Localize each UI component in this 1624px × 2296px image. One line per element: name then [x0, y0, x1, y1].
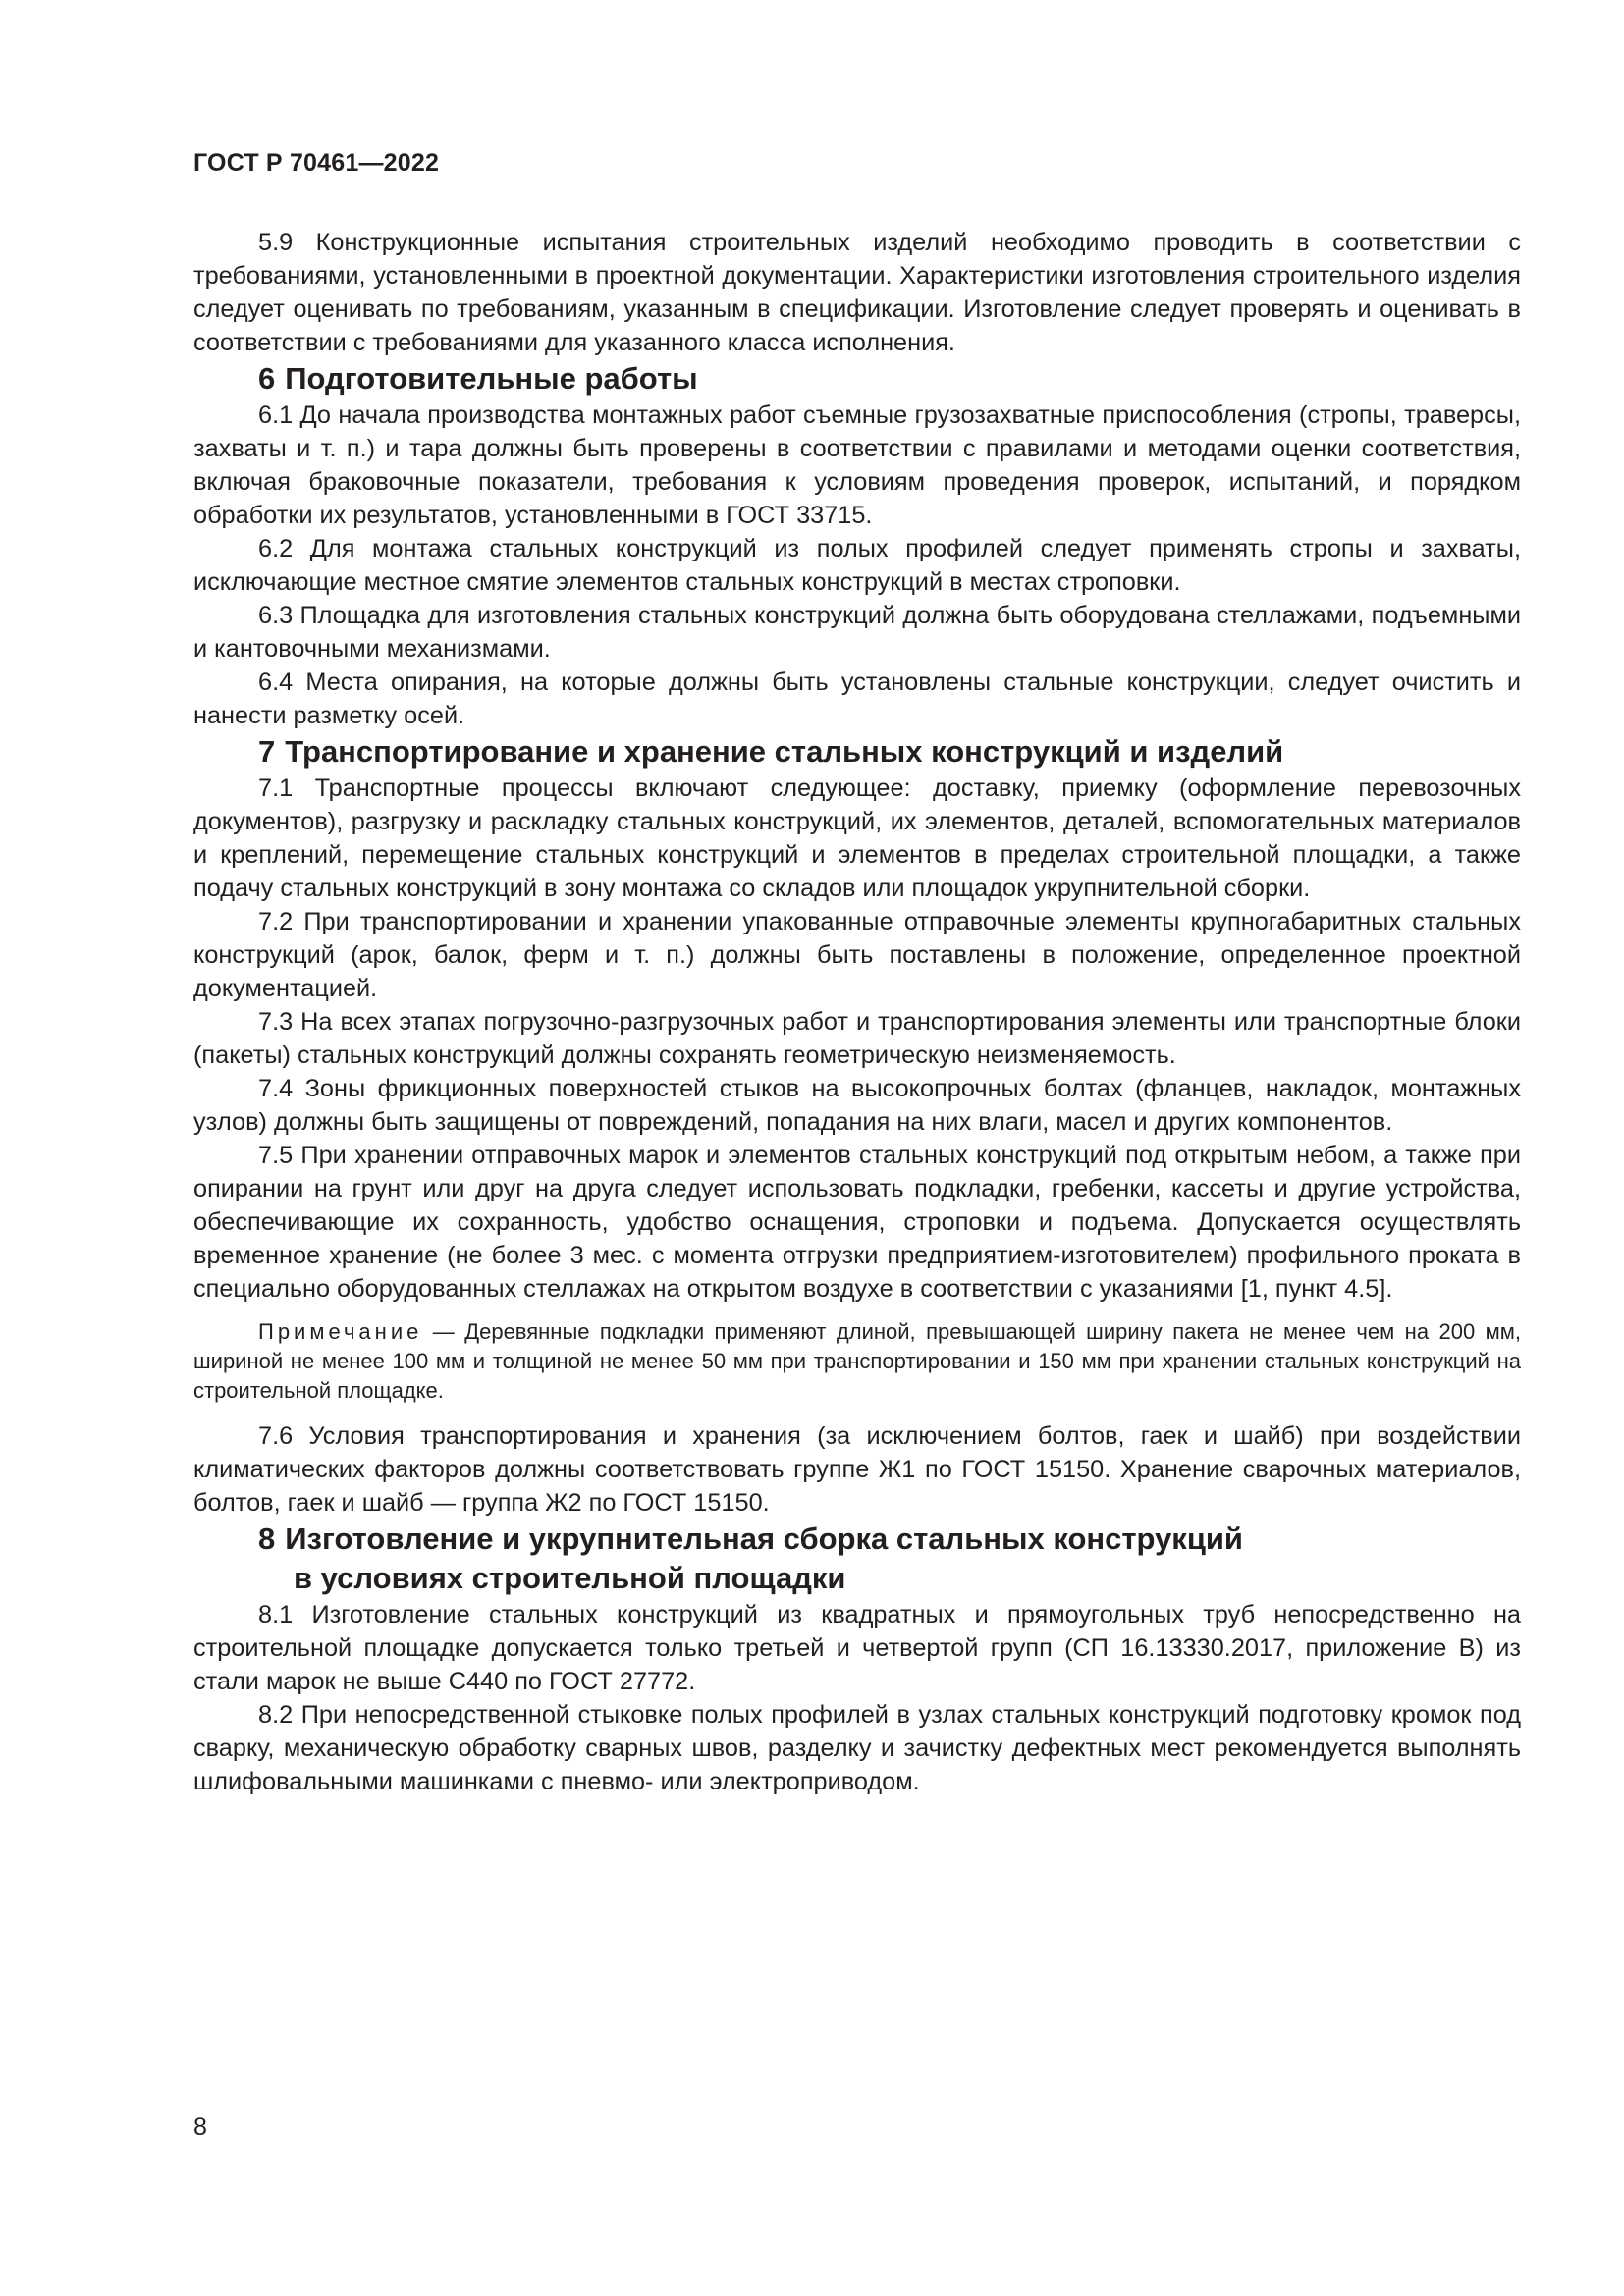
- paragraph-6-2: 6.2 Для монтажа стальных конструкций из полых профилей следует применять стропы и захваты, исключающие местное смятие элементов стальных конструкций в местах строповки.: [193, 535, 1521, 596]
- note-label: Примечание: [258, 1319, 423, 1344]
- paragraph-7-1: 7.1 Транспортные процессы включают следующее: доставку, приемку (оформление перевозочных документов), разгрузку и раскладку стальных конструкций, их элементов, деталей, вспомогательных материалов и креплений, перемещение стальных конструкций и элементов в пределах строительной площадки, а также подачу стальных конструкций в зону монтажа со складов или площадок укрупнительной сборки.: [193, 774, 1521, 902]
- section-7-title: Транспортирование и хранение стальных конструкций и изделий: [285, 734, 1284, 769]
- paragraph-5-9: 5.9 Конструкционные испытания строительных изделий необходимо проводить в соответствии с требованиями, установленными в проектной документации. Характеристики изготовления строительного изделия следует оценивать по требованиям, указанным в спецификации. Изготовление следует проверять и оценивать в соответствии с требованиями для указанного класса исполнения.: [193, 229, 1521, 356]
- section-6-number: 6: [258, 361, 276, 396]
- section-8-heading: [193, 1520, 1521, 1598]
- paragraph-7-4: 7.4 Зоны фрикционных поверхностей стыков на высокопрочных болтах (фланцев, накладок, монтажных узлов) должны быть защищены от повреждений, попадания на них влаги, масел и других компонентов.: [193, 1075, 1521, 1136]
- document-page: [193, 0, 1521, 2296]
- section-6-heading: [193, 359, 1521, 399]
- note-paragraph: [193, 1317, 1521, 1406]
- paragraph-7-6: 7.6 Условия транспортирования и хранения (за исключением болтов, гаек и шайб) при воздействии климатических факторов должны соответствовать группе Ж1 по ГОСТ 15150. Хранение сварочных материалов, болтов, гаек и шайб — группа Ж2 по ГОСТ 15150.: [193, 1422, 1521, 1517]
- paragraph-7-3: 7.3 На всех этапах погрузочно-разгрузочных работ и транспортирования элементы или транспортные блоки (пакеты) стальных конструкций должны сохранять геометрическую неизменяемость.: [193, 1008, 1521, 1069]
- paragraph-8-2: 8.2 При непосредственной стыковке полых профилей в узлах стальных конструкций подготовку кромок под сварку, механическую обработку сварных швов, разделку и зачистку дефектных мест рекомендуется выполнять шлифовальными машинками с пневмо- или электроприводом.: [193, 1701, 1521, 1795]
- paragraph-7-2: 7.2 При транспортировании и хранении упакованные отправочные элементы крупногабаритных стальных конструкций (арок, балок, ферм и т. п.) должны быть поставлены в положение, определенное проектной документацией.: [193, 908, 1521, 1002]
- note-text: — Деревянные подкладки применяют длиной, превышающей ширину пакета не менее чем на 200 мм, шириной не менее 100 мм и толщиной не менее 50 мм при транспортировании и 150 мм при хранении стальных конструкций на строительной площадке.: [193, 1319, 1521, 1403]
- section-8-title-line2: в условиях строительной площадки: [294, 1561, 846, 1595]
- paragraph-7-5: 7.5 При хранении отправочных марок и элементов стальных конструкций под открытым небом, а также при опирании на грунт или друг на друга следует использовать подкладки, гребенки, кассеты и другие устройства, обеспечивающие их сохранность, удобство оснащения, строповки и подъема. Допускается осуществлять временное хранение (не более 3 мес. с момента отгрузки предприятием-изготовителем) профильного проката в специально оборудованных стеллажах на открытом воздухе в соответствии с указаниями [1, пункт 4.5].: [193, 1142, 1521, 1303]
- document-code-header: ГОСТ Р 70461—2022: [193, 149, 440, 177]
- section-7-heading: [193, 732, 1521, 772]
- section-7-number: 7: [258, 734, 276, 769]
- section-8-title-line1: Изготовление и укрупнительная сборка стальных конструкций: [285, 1522, 1243, 1556]
- paragraph-6-4: 6.4 Места опирания, на которые должны быть установлены стальные конструкции, следует очистить и нанести разметку осей.: [193, 668, 1521, 729]
- paragraph-6-1: 6.1 До начала производства монтажных работ съемные грузозахватные приспособления (стропы, траверсы, захваты и т. п.) и тара должны быть проверены в соответствии с правилами и методами оценки соответствия, включая браковочные показатели, требования к условиям проведения проверок, испытаний, и порядком обработки их результатов, установленными в ГОСТ 33715.: [193, 401, 1521, 529]
- page-number: 8: [193, 2113, 207, 2141]
- section-8-number: 8: [258, 1522, 276, 1556]
- paragraph-6-3: 6.3 Площадка для изготовления стальных конструкций должна быть оборудована стеллажами, подъемными и кантовочными механизмами.: [193, 602, 1521, 663]
- section-6-title: Подготовительные работы: [285, 361, 698, 396]
- paragraph-8-1: 8.1 Изготовление стальных конструкций из квадратных и прямоугольных труб непосредственно на строительной площадке допускается только третьей и четвертой групп (СП 16.13330.2017, приложение В) из стали марок не выше С440 по ГОСТ 27772.: [193, 1601, 1521, 1695]
- document-body: [193, 226, 1521, 1798]
